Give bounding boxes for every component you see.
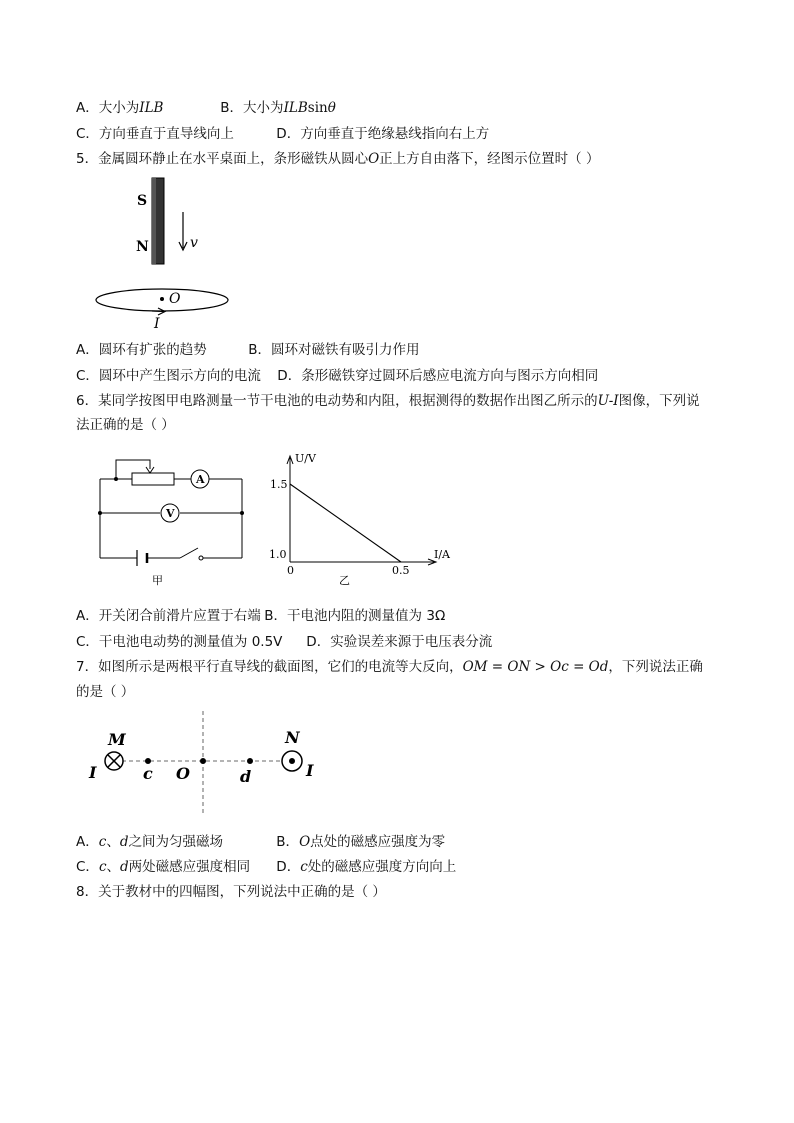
pole-s-label: S — [137, 193, 148, 209]
label-m: M — [108, 730, 126, 749]
center-label: O — [169, 291, 181, 307]
q7-options-row1 — [76, 832, 445, 852]
velocity-label: v — [190, 235, 198, 251]
current-arrow — [152, 308, 165, 315]
current-label: I — [154, 316, 160, 332]
q6-options-row2 — [76, 632, 492, 652]
label-d: d — [240, 767, 252, 786]
q5-option-b: B．圆环对磁铁有吸引力作用 — [248, 342, 420, 358]
q6-option-b: B．干电池内阻的测量值为 3Ω — [264, 608, 446, 624]
y-tick-top: 1.5 — [270, 478, 288, 491]
y-axis-label: U/V — [295, 452, 316, 465]
q7-option-b: B．O点处的磁感应强度为零 — [276, 834, 446, 850]
circuit-caption: 甲 — [152, 574, 163, 587]
x-axis — [290, 559, 436, 565]
wire-n-out-of-page — [282, 751, 302, 771]
q4-option-a: A．大小为ILB — [76, 100, 164, 116]
label-i-right: I — [306, 761, 314, 780]
q4-options-row1 — [76, 98, 336, 118]
y-tick-bottom: 1.0 — [269, 548, 287, 561]
q5-option-c: C．圆环中产生图示方向的电流 — [76, 368, 261, 384]
switch — [180, 548, 203, 560]
q6-stem-line1: 6．某同学按图甲电路测量一节干电池的电动势和内阻，根据测得的数据作出图乙所示的U-I图像，下列说 — [76, 393, 700, 409]
q6-ui-graph — [264, 450, 454, 590]
q4-option-b: B．大小为ILBsinθ — [220, 100, 336, 116]
ammeter-label: A — [196, 473, 205, 486]
q6-option-d: D．实验误差来源于电压表分流 — [306, 634, 493, 650]
q5-stem: 5．金属圆环静止在水平桌面上，条形磁铁从圆心O正上方自由落下，经图示位置时（ ） — [76, 151, 600, 167]
q7-stem-line1: 7．如图所示是两根平行直导线的截面图，它们的电流等大反向，OM = ON > Oc = Od，下列说法正确 — [76, 659, 703, 675]
q7-stem-line2: 的是（ ） — [76, 684, 135, 700]
ui-data-line — [290, 484, 401, 562]
q7-figure — [84, 706, 324, 818]
q5-options-row1 — [76, 340, 420, 360]
wire-m-into-page — [105, 752, 123, 770]
x-axis-label: I/A — [434, 548, 450, 561]
q6-options-row1 — [76, 606, 445, 626]
q8-stem: 8．关于教材中的四幅图，下列说法中正确的是（ ） — [76, 884, 386, 900]
q5-figure — [88, 172, 238, 332]
q6-option-c: C．干电池电动势的测量值为 0.5V — [76, 634, 283, 650]
q6-option-a: A．开关闭合前滑片应置于右端 — [76, 608, 261, 624]
x-tick-origin: 0 — [287, 564, 294, 577]
velocity-arrow — [179, 212, 187, 250]
label-c: c — [143, 764, 153, 783]
q6-circuit-diagram — [92, 452, 248, 588]
q5-option-d: D．条形磁铁穿过圆环后感应电流方向与图示方向相同 — [277, 368, 599, 384]
graph-caption: 乙 — [339, 574, 350, 587]
q6-stem-line2: 法正确的是（ ） — [76, 417, 175, 433]
q4-option-c: C．方向垂直于直导线向上 — [76, 126, 234, 142]
y-axis — [287, 456, 293, 562]
q5-options-row2 — [76, 366, 598, 386]
voltmeter-label: V — [166, 507, 175, 520]
q7-option-c: C．c、d两处磁感应强度相同 — [76, 859, 251, 875]
q7-options-row2 — [76, 857, 456, 877]
rheostat — [132, 473, 174, 485]
label-o: O — [176, 764, 190, 783]
point-o — [200, 758, 206, 764]
q7-option-d: D．c处的磁感应强度方向向上 — [276, 859, 457, 875]
q7-option-a: A．c、d之间为匀强磁场 — [76, 834, 223, 850]
point-d — [247, 758, 253, 764]
x-tick-end: 0.5 — [392, 564, 410, 577]
center-point — [160, 297, 164, 301]
label-i-left: I — [89, 763, 97, 782]
q4-options-row2 — [76, 124, 489, 144]
pole-n-label: N — [136, 239, 149, 255]
q4-option-d: D．方向垂直于绝缘悬线指向右上方 — [276, 126, 490, 142]
label-n: N — [285, 728, 300, 747]
battery — [137, 550, 147, 566]
q5-option-a: A．圆环有扩张的趋势 — [76, 342, 207, 358]
